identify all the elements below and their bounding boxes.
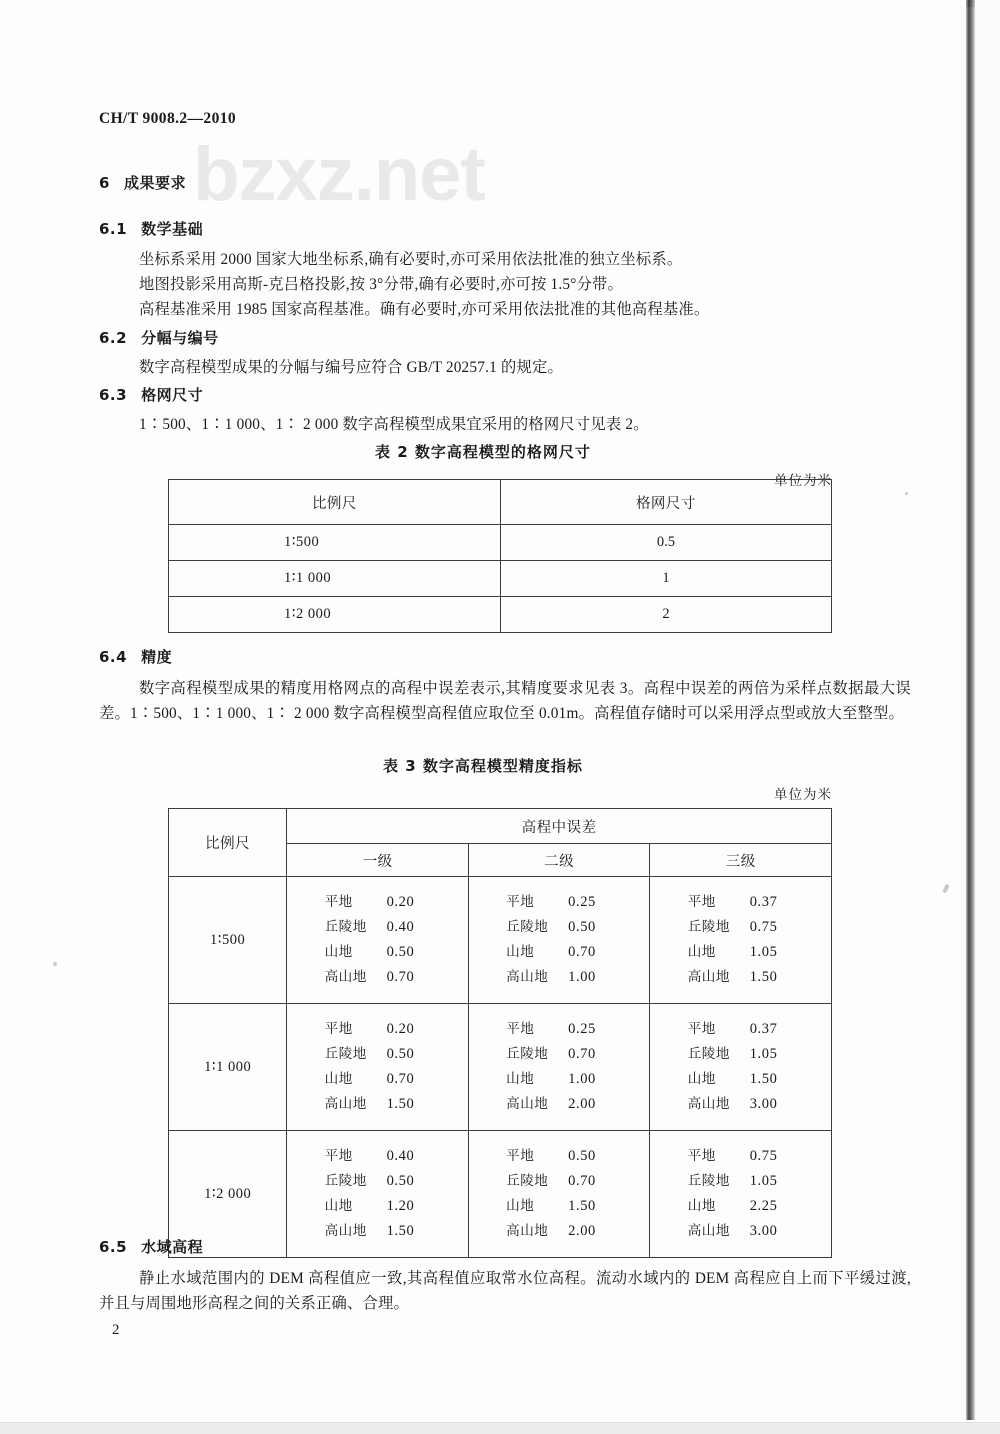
terrain-entry (688, 919, 794, 935)
terrain-entry (506, 1223, 612, 1239)
terrain-entry (325, 944, 431, 960)
paragraph-6-4-1: 数字高程模型成果的精度用格网点的高程中误差表示,其精度要求见表 3。高程中误差的两倍为采样点数据最大误差。1∶500、1∶1 000、1∶ 2 000 数字高程模型高程值应取位至 0.01m。高程值存储时可以采用浮点型或放大至整型。 (99, 680, 911, 722)
clause-title-6: 成果要求 (123, 174, 186, 192)
terrain-label: 平地 (506, 1021, 535, 1037)
table-2-caption: 表 2 数字高程模型的格网尺寸 (375, 443, 591, 461)
paragraph-6-1-2: 地图投影采用高斯-克吕格投影,按 3°分带,确有必要时,亦可按 1.5°分带。 (139, 276, 624, 293)
watermark-bzxz: bzxz.net (193, 132, 485, 217)
terrain-value: 1.05 (749, 1046, 778, 1062)
terrain-label: 丘陵地 (324, 1173, 367, 1189)
terrain-entry (506, 1021, 612, 1037)
terrain-value: 0.75 (749, 1148, 778, 1164)
clause-number-6-2: 6.2 (99, 329, 128, 347)
page-number: 2 (112, 1322, 120, 1338)
table-3-cell-scale: 1∶2 000 (169, 1131, 287, 1258)
terrain-entry (688, 1046, 794, 1062)
terrain-entry (688, 1071, 794, 1087)
table-2-cell-grid: 2 (500, 597, 831, 633)
terrain-label: 平地 (324, 1148, 353, 1164)
table-2-cell-scale: 1∶2 000 (169, 597, 501, 633)
terrain-label: 平地 (324, 894, 353, 910)
table-3-cell-scale: 1∶1 000 (169, 1004, 287, 1131)
terrain-label: 丘陵地 (324, 919, 367, 935)
terrain-entry (688, 1198, 794, 1214)
terrain-value: 2.00 (568, 1096, 596, 1112)
clause-title-6-1: 数学基础 (141, 220, 204, 238)
terrain-label: 平地 (506, 1148, 535, 1164)
terrain-entry (506, 944, 612, 960)
terrain-value-list (325, 1017, 431, 1117)
terrain-entry (325, 1173, 431, 1189)
terrain-value: 1.50 (749, 969, 778, 985)
terrain-entry (506, 1173, 612, 1189)
table-3-cell-level-3 (650, 1004, 832, 1131)
terrain-entry (688, 1096, 794, 1112)
terrain-entry (506, 894, 612, 910)
terrain-label: 山地 (506, 1071, 535, 1087)
table-3-cell-level-1 (287, 877, 469, 1004)
terrain-entry (325, 1046, 431, 1062)
terrain-entry (688, 1173, 794, 1189)
terrain-label: 山地 (687, 944, 716, 960)
terrain-entry (506, 1071, 612, 1087)
terrain-label: 平地 (687, 1148, 716, 1164)
terrain-value: 1.00 (568, 969, 596, 985)
terrain-entry (688, 1148, 794, 1164)
terrain-value: 0.70 (386, 1071, 415, 1087)
terrain-value: 0.25 (568, 1021, 596, 1037)
terrain-value: 0.50 (386, 1046, 415, 1062)
terrain-value: 3.00 (749, 1223, 778, 1239)
terrain-label: 高山地 (506, 1223, 549, 1239)
terrain-value: 0.75 (749, 919, 778, 935)
terrain-entry (325, 1148, 431, 1164)
table-2-col-header-grid: 格网尺寸 (500, 480, 831, 525)
terrain-label: 平地 (506, 894, 535, 910)
terrain-value: 2.00 (568, 1223, 596, 1239)
terrain-entry (688, 1021, 794, 1037)
terrain-value: 1.50 (386, 1096, 415, 1112)
table-3-cell-level-2 (468, 877, 650, 1004)
table-2-cell-grid: 0.5 (500, 525, 831, 561)
terrain-value-list (506, 1144, 612, 1244)
terrain-value: 1.50 (568, 1198, 596, 1214)
terrain-entry (325, 894, 431, 910)
terrain-label: 高山地 (506, 1096, 549, 1112)
terrain-entry (325, 919, 431, 935)
terrain-label: 高山地 (324, 1096, 367, 1112)
table-3-col-header-group: 高程中误差 (287, 809, 832, 844)
table-row (169, 525, 832, 561)
terrain-entry (325, 1021, 431, 1037)
scan-outer-margin (975, 0, 1000, 1420)
table-3-unit-note: 单位为米 (774, 787, 832, 803)
terrain-label: 丘陵地 (506, 1046, 549, 1062)
terrain-entry (688, 894, 794, 910)
table-accuracy-index (168, 808, 832, 1258)
terrain-label: 山地 (324, 944, 353, 960)
table-row (169, 1004, 832, 1131)
terrain-value: 0.50 (386, 944, 415, 960)
table-3-header-row-group (169, 809, 832, 844)
terrain-label: 高山地 (324, 969, 367, 985)
terrain-entry (506, 1148, 612, 1164)
terrain-label: 山地 (506, 944, 535, 960)
terrain-label: 高山地 (687, 969, 730, 985)
table-3-cell-level-3 (650, 877, 832, 1004)
table-2-header-row (169, 480, 832, 525)
terrain-label: 丘陵地 (506, 1173, 549, 1189)
table-3-cell-level-1 (287, 1131, 469, 1258)
terrain-value: 0.50 (386, 1173, 415, 1189)
terrain-entry (506, 919, 612, 935)
terrain-value: 1.00 (568, 1071, 596, 1087)
table-3-cell-level-2 (468, 1004, 650, 1131)
terrain-value-list (506, 890, 612, 990)
clause-heading-6-4 (99, 646, 172, 667)
terrain-value: 1.50 (749, 1071, 778, 1087)
terrain-label: 丘陵地 (506, 919, 549, 935)
terrain-label: 丘陵地 (687, 919, 730, 935)
terrain-entry (688, 1223, 794, 1239)
table-row (169, 561, 832, 597)
table-3-col-header-level-1: 一级 (287, 844, 469, 877)
terrain-entry (688, 969, 794, 985)
terrain-label: 丘陵地 (687, 1046, 730, 1062)
table-3-cell-scale: 1∶500 (169, 877, 287, 1004)
terrain-label: 山地 (687, 1198, 716, 1214)
table-3-col-header-level-3: 三级 (650, 844, 832, 877)
paragraph-6-5-1: 静止水域范围内的 DEM 高程值应一致,其高程值应取常水位高程。流动水域内的 DEM 高程应自上而下平缓过渡,并且与周围地形高程之间的关系正确、合理。 (99, 1270, 911, 1312)
clause-heading-6-3 (99, 384, 203, 405)
table-row (169, 1131, 832, 1258)
terrain-label: 丘陵地 (324, 1046, 367, 1062)
terrain-value: 0.37 (749, 894, 778, 910)
table-grid-size (168, 479, 832, 633)
terrain-value: 0.25 (568, 894, 596, 910)
terrain-label: 山地 (324, 1071, 353, 1087)
clause-title-6-4: 精度 (141, 648, 173, 666)
table-row (169, 597, 832, 633)
terrain-value-list (688, 1017, 794, 1117)
terrain-value: 0.37 (749, 1021, 778, 1037)
terrain-value: 0.70 (568, 1046, 596, 1062)
terrain-value: 0.50 (568, 1148, 596, 1164)
clause-number-6-5: 6.5 (99, 1238, 128, 1256)
table-2-cell-grid: 1 (500, 561, 831, 597)
terrain-entry (325, 969, 431, 985)
terrain-value-list (325, 890, 431, 990)
paragraph-6-1-1: 坐标系采用 2000 国家大地坐标系,确有必要时,亦可采用依法批准的独立坐标系。 (139, 251, 683, 268)
terrain-entry (506, 1096, 612, 1112)
terrain-label: 高山地 (687, 1096, 730, 1112)
terrain-label: 山地 (687, 1071, 716, 1087)
standard-code-header: CH/T 9008.2—2010 (99, 110, 237, 127)
clause-title-6-3: 格网尺寸 (141, 386, 204, 404)
terrain-value-list (506, 1017, 612, 1117)
terrain-label: 山地 (506, 1198, 535, 1214)
table-3-col-header-level-2: 二级 (468, 844, 650, 877)
terrain-label: 高山地 (506, 969, 549, 985)
clause-number-6: 6 (99, 174, 110, 192)
terrain-value: 1.05 (749, 944, 778, 960)
table-row (169, 877, 832, 1004)
terrain-value: 0.50 (568, 919, 596, 935)
table-3-cell-level-1 (287, 1004, 469, 1131)
terrain-label: 山地 (324, 1198, 353, 1214)
terrain-value: 0.40 (386, 919, 415, 935)
terrain-label: 平地 (324, 1021, 353, 1037)
terrain-label: 平地 (687, 1021, 716, 1037)
terrain-value-list (688, 1144, 794, 1244)
terrain-entry (506, 969, 612, 985)
terrain-entry (506, 1198, 612, 1214)
clause-number-6-1: 6.1 (99, 220, 128, 238)
terrain-entry (325, 1096, 431, 1112)
table-3-cell-level-2 (468, 1131, 650, 1258)
terrain-label: 高山地 (324, 1223, 367, 1239)
clause-heading-6-5 (99, 1236, 203, 1257)
terrain-label: 高山地 (687, 1223, 730, 1239)
terrain-value: 0.20 (386, 1021, 415, 1037)
terrain-label: 丘陵地 (687, 1173, 730, 1189)
clause-heading-6-1 (99, 218, 203, 239)
table-2-unit-note: 单位为米 (774, 473, 832, 489)
table-2-col-header-scale: 比例尺 (169, 480, 501, 525)
terrain-entry (506, 1046, 612, 1062)
terrain-value: 2.25 (749, 1198, 778, 1214)
paragraph-6-2-1: 数字高程模型成果的分幅与编号应符合 GB/T 20257.1 的规定。 (139, 359, 563, 376)
terrain-value: 3.00 (749, 1096, 778, 1112)
terrain-label: 平地 (687, 894, 716, 910)
scan-right-edge-artifact (966, 0, 975, 1420)
terrain-value: 1.50 (386, 1223, 415, 1239)
table-3-caption: 表 3 数字高程模型精度指标 (383, 757, 583, 775)
terrain-value: 1.05 (749, 1173, 778, 1189)
paragraph-6-1-3: 高程基准采用 1985 国家高程基准。确有必要时,亦可采用依法批准的其他高程基准。 (139, 301, 710, 318)
clause-heading-6 (99, 172, 186, 193)
clause-title-6-5: 水域高程 (141, 1238, 204, 1256)
terrain-entry (325, 1198, 431, 1214)
terrain-value-list (325, 1144, 431, 1244)
terrain-entry (688, 944, 794, 960)
paragraph-6-3-1: 1∶500、1∶1 000、1∶ 2 000 数字高程模型成果宜采用的格网尺寸见表 2。 (139, 416, 649, 433)
terrain-value: 0.40 (386, 1148, 415, 1164)
table-3-col-header-scale: 比例尺 (169, 809, 287, 877)
table-3-cell-level-3 (650, 1131, 832, 1258)
terrain-value: 1.20 (386, 1198, 415, 1214)
clause-number-6-4: 6.4 (99, 648, 128, 666)
terrain-entry (325, 1223, 431, 1239)
terrain-value: 0.70 (568, 944, 596, 960)
clause-heading-6-2 (99, 327, 219, 348)
terrain-value-list (688, 890, 794, 990)
terrain-entry (325, 1071, 431, 1087)
table-2-cell-scale: 1∶1 000 (169, 561, 501, 597)
clause-title-6-2: 分幅与编号 (141, 329, 219, 347)
clause-number-6-3: 6.3 (99, 386, 128, 404)
terrain-value: 0.70 (568, 1173, 596, 1189)
table-2-cell-scale: 1∶500 (169, 525, 501, 561)
terrain-value: 0.20 (386, 894, 415, 910)
terrain-value: 0.70 (386, 969, 415, 985)
